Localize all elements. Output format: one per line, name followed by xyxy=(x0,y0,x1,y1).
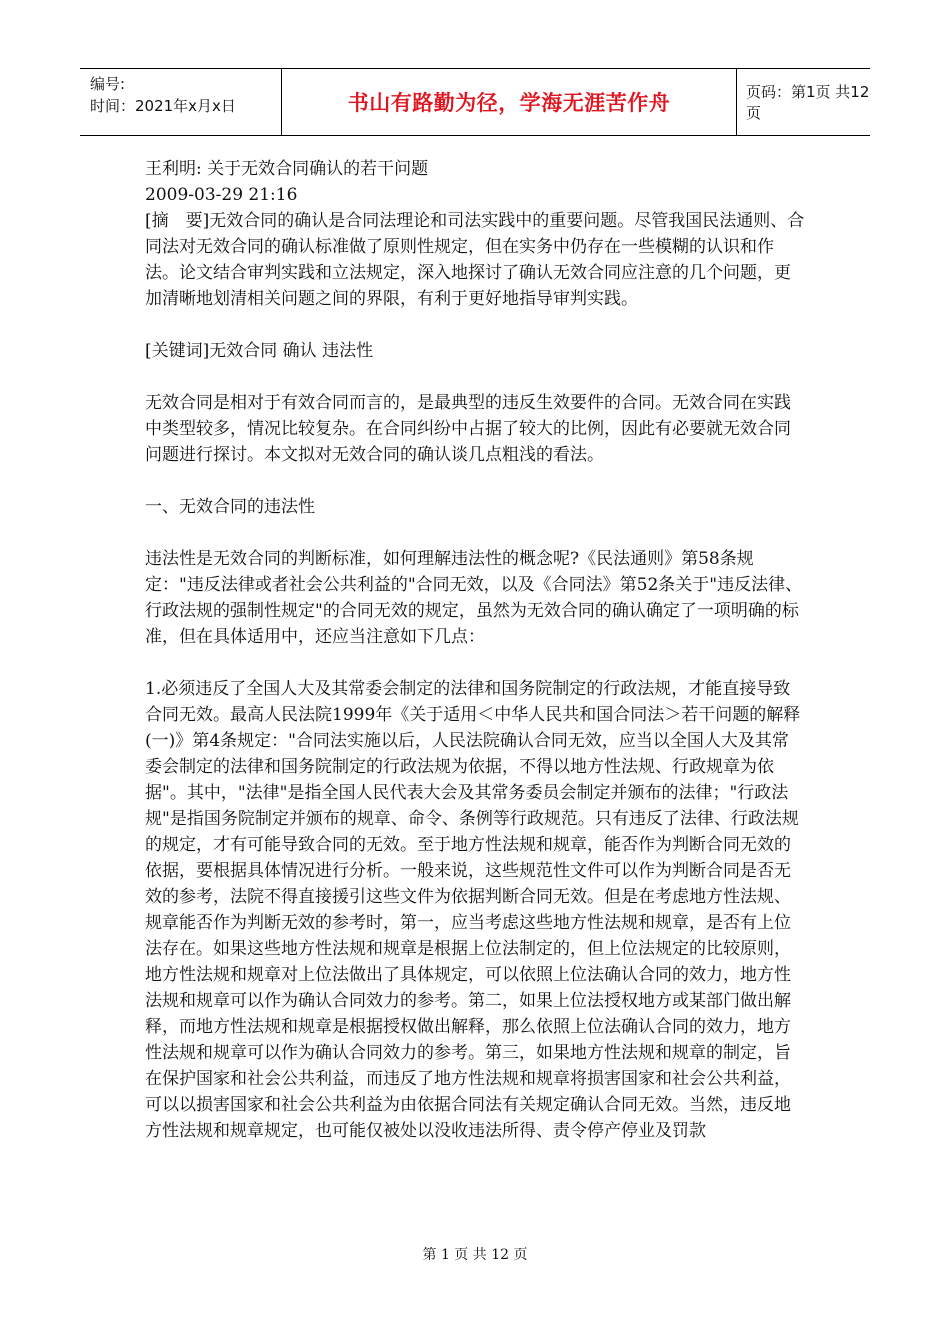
article-abstract: [摘 要]无效合同的确认是合同法理论和司法实践中的重要问题。尽管我国民法通则、合同法对无效合同的确认标准做了原则性规定，但在实务中仍存在一些模糊的认识和作法。论文结合审判实践和立法规定，深入地探讨了确认无效合同应注意的几个问题，更加清晰地划清相关问题之间的界限，有利于更好地指导审判实践。 xyxy=(145,211,805,309)
page-footer: 第 1 页 共 12 页 xyxy=(422,1247,528,1263)
header-number-label: 编号: xyxy=(90,75,126,93)
point-1-paragraph: 1.必须违反了全国人大及其常委会制定的法律和国务院制定的行政法规，才能直接导致合同无效。最高人民法院1999年《关于适用＜中华人民共和国合同法＞若干问题的解释(一)》第4条规定："合同法实施以后，人民法院确认合同无效，应当以全国人大及其常委会制定的法律和国务院制定的行政法规为依据，不得以地方性法规、行政规章为依据"。其中，"法律"是指全国人民代表大会及其常务委员会制定并颁布的法律；"行政法规"是指国务院制定并颁布的规章、命令、条例等行政规范。只有违反了法律、行政法规的规定，才有可能导致合同的无效。至于地方性法规和规章，能否作为判断合同无效的依据，要根据具体情况进行分析。一般来说，这些规范性文件可以作为判断合同是否无效的参考，法院不得直接援引这些文件为依据判断合同无效。但是在考虑地方性法规、规章能否作为判断无效的参考时，第一，应当考虑这些地方性法规和规章，是否有上位法存在。如果这些地方性法规和规章是根据上位法制定的，但上位法规定的比较原则，地方性法规和规章对上位法做出了具体规定，可以依照上位法确认合同的效力，地方性法规和规章可以作为确认合同效力的参考。第二，如果上位法授权地方或某部门做出解释，而地方性法规和规章是根据授权做出解释，那么依照上位法确认合同的效力，地方性法规和规章可以作为确认合同效力的参考。第三，如果地方性法规和规章的制定，旨在保护国家和社会公共利益，而违反了地方性法规和规章将损害国家和社会公共利益，可以以损害国家和社会公共利益为由依据合同法有关规定确认合同无效。当然，违反地方性法规和规章规定，也可能仅被处以没收违法所得、责令停产停业及罚款 xyxy=(145,679,801,1141)
article-keywords: [关键词]无效合同 确认 违法性 xyxy=(145,341,374,361)
header-motto-cell xyxy=(282,69,737,135)
header-page-info: 页码：第1页 共12页 xyxy=(746,83,870,122)
page-header xyxy=(80,68,870,136)
header-meta xyxy=(80,69,282,135)
article-title: 王利明: 关于无效合同确认的若干问题 xyxy=(145,159,429,179)
spacer xyxy=(145,364,805,390)
section-1-title: 一、无效合同的违法性 xyxy=(145,497,315,517)
article-body xyxy=(145,156,805,1144)
spacer xyxy=(145,468,805,494)
header-time-label: 时间：2021年x月x日 xyxy=(90,97,236,115)
spacer xyxy=(145,312,805,338)
spacer xyxy=(145,520,805,546)
header-motto: 书山有路勤为径，学海无涯苦作舟 xyxy=(347,91,671,115)
spacer xyxy=(145,650,805,676)
article-datetime: 2009-03-29 21:16 xyxy=(145,185,298,205)
article-intro: 无效合同是相对于有效合同而言的，是最典型的违反生效要件的合同。无效合同在实践中类型较多，情况比较复杂。在合同纠纷中占据了较大的比例，因此有必要就无效合同问题进行探讨。本文拟对无效合同的确认谈几点粗浅的看法。 xyxy=(145,393,791,465)
section-1-paragraph: 违法性是无效合同的判断标准，如何理解违法性的概念呢?《民法通则》第58条规定："违反法律或者社会公共利益的"合同无效，以及《合同法》第52条关于"违反法律、行政法规的强制性规定"的合同无效的规定，虽然为无效合同的确认确定了一项明确的标准，但在具体适用中，还应当注意如下几点： xyxy=(145,549,803,647)
